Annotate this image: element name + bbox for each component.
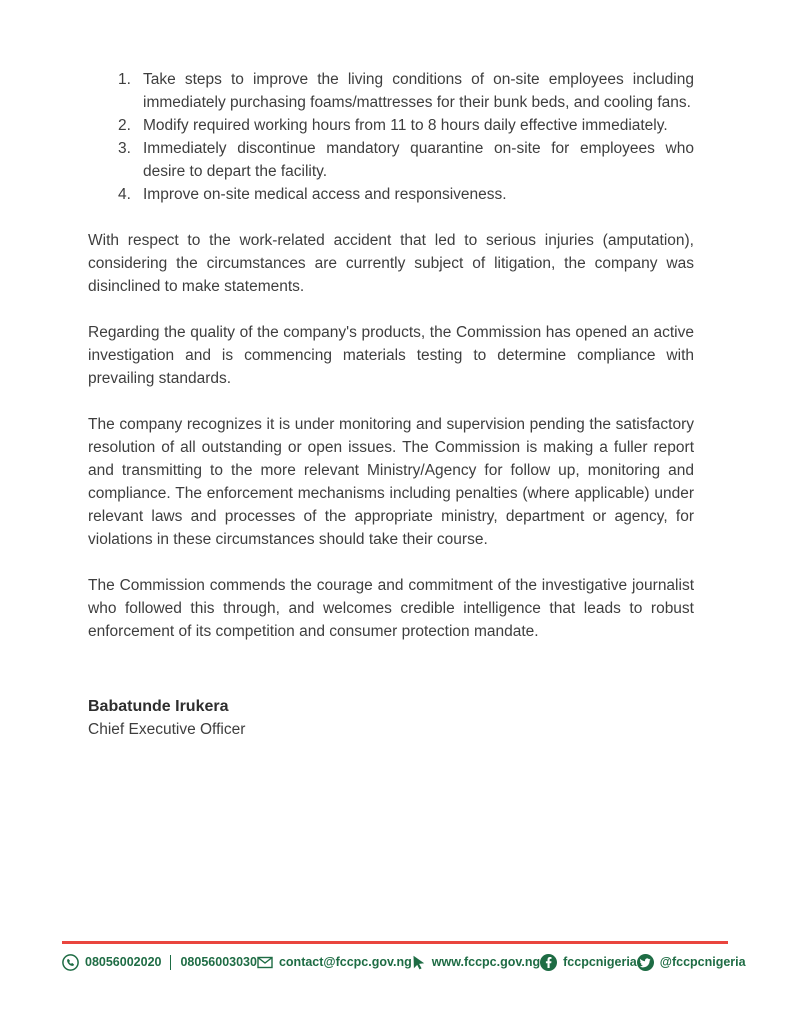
list-item [88,114,694,137]
list-item [88,137,694,183]
email-address: contact@fccpc.gov.ng [278,955,412,969]
facebook-contact[interactable] [540,954,637,971]
list-item-number: 4. [118,186,131,203]
signatory-title: Chief Executive Officer [88,721,246,738]
phone-divider [170,955,171,970]
list-item-number: 1. [118,71,131,88]
email-contact[interactable] [257,955,412,969]
website-contact[interactable] [412,955,540,970]
list-item [88,183,694,206]
paragraph-commendation: The Commission commends the courage and commitment of the investigative journalist who followed this through, and welcomes credible intelligence that leads to robust enforcement of its competition and consumer protection mandate. [88,577,694,640]
list-item-text: Immediately discontinue mandatory quarantine on-site for employees who desire to depart the facility. [143,140,694,180]
list-item [88,68,694,114]
paragraph-investigation: Regarding the quality of the company's products, the Commission has opened an active investigation and is commencing materials testing to determine compliance with prevailing standards. [88,324,694,387]
phone-number-2: 08056003030 [180,955,257,969]
twitter-contact[interactable] [637,954,746,971]
list-item-text: Improve on-site medical access and responsiveness. [143,186,507,203]
phone-contact [62,954,257,971]
footer-rule [62,941,728,944]
list-item-text: Modify required working hours from 11 to 8 hours daily effective immediately. [143,117,668,134]
phone-circle-icon [62,954,79,971]
twitter-icon [637,954,654,971]
contact-row [62,949,746,975]
letter-body [88,68,694,741]
website-url: www.fccpc.gov.ng [431,955,541,969]
twitter-handle: @fccpcnigeria [659,955,746,969]
list-item-number: 3. [118,140,131,157]
facebook-icon [540,954,557,971]
list-item-number: 2. [118,117,131,134]
paragraph-monitoring: The company recognizes it is under monitoring and supervision pending the satisfactory resolution of all outstanding or open issues. The Commission is making a fuller report and transmitting to the more relevant Ministry/Agency for follow up, monitoring and compliance. The enforcement mechanisms including penalties (where applicable) under relevant laws and processes of the appropriate ministry, department or agency, for violations in these circumstances should take their course. [88,416,694,548]
phone-number-1: 08056002020 [85,955,162,969]
signatory-name: Babatunde Irukera [88,698,229,715]
paragraph-accident: With respect to the work-related accident that led to serious injuries (amputation), considering the circumstances are currently subject of litigation, the company was disinclined to make statements. [88,232,694,295]
envelope-icon [257,956,273,969]
cursor-icon [412,955,426,970]
list-item-text: Take steps to improve the living conditions of on-site employees including immediately purchasing foams/mattresses for their bunk beds, and cooling fans. [143,71,694,111]
directives-list [88,68,694,206]
signature-block [88,695,694,741]
facebook-handle: fccpcnigeria [563,955,637,969]
